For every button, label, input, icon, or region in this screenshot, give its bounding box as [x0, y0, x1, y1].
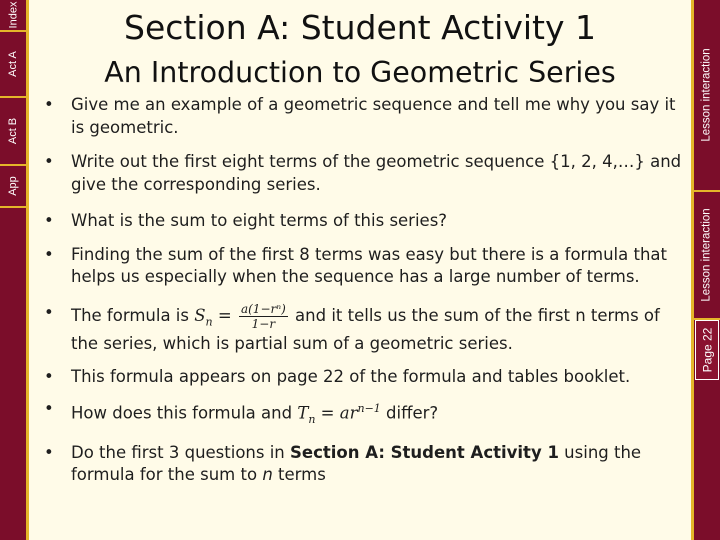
- formula-intro: The formula is: [71, 305, 195, 325]
- bullet-item: [44, 244, 684, 289]
- bullet-text-first-eight-terms: Write out the first eight terms of the geometric sequence {1, 2, 4,…} and give the corresponding series.: [71, 152, 682, 194]
- bullet-item: [44, 210, 684, 233]
- page-subtitle: An Introduction to Geometric Series: [104, 56, 616, 89]
- tn-subscript: n: [308, 413, 316, 427]
- nav-tab-index-label: Index: [7, 1, 20, 29]
- bullet-item: [44, 398, 684, 431]
- formula-fraction: [239, 302, 288, 331]
- bullet-text-finding-sum: Finding the sum of the first 8 terms was easy but there is a formula that helps us especially when the sequence has a large number of terms.: [71, 244, 668, 286]
- page-title: Section A: Student Activity 1: [124, 8, 596, 47]
- tn-intro: How does this formula and: [71, 403, 298, 423]
- activity-intro: Do the first 3 questions in: [71, 442, 291, 462]
- nav-tab-act-a-label: Act A: [7, 51, 19, 77]
- formula-equals: =: [212, 305, 237, 325]
- nav-tab-act-b-label: Act B: [7, 117, 20, 145]
- formula-symbol: S: [194, 305, 206, 325]
- page-reference-label: Page 22: [700, 327, 714, 373]
- bullet-item: [44, 151, 684, 196]
- lesson-interaction-tab-1: [694, 0, 720, 192]
- bullet-item: [44, 302, 684, 356]
- tn-exponent: n−1: [357, 402, 381, 416]
- nav-tab-act-a[interactable]: [0, 32, 26, 98]
- activity-middle: using the formula for the sum to: [71, 442, 642, 485]
- lesson-interaction-tab-2: [694, 192, 720, 320]
- page-reference-tab[interactable]: [695, 320, 719, 380]
- formula-denominator: 1−r: [251, 316, 276, 331]
- left-sidebar-divider: [26, 0, 29, 540]
- nav-tab-app-label: App: [6, 176, 19, 196]
- bullet-list: [44, 94, 684, 487]
- activity-n: n: [262, 465, 273, 485]
- lesson-interaction-label-2: Lesson interaction: [701, 208, 713, 302]
- activity-end: terms: [272, 465, 326, 485]
- bullet-item: [44, 94, 684, 139]
- nav-tab-index[interactable]: [0, 0, 26, 32]
- lesson-interaction-label-1: Lesson interaction: [701, 48, 713, 142]
- tn-base: ar: [339, 403, 358, 423]
- bullet-text-formula-booklet: This formula appears on page 22 of the formula and tables booklet.: [71, 366, 631, 386]
- formula-subscript: n: [205, 314, 213, 328]
- bullet-item: [44, 366, 684, 389]
- formula-explanation: and it tells us the sum of the first n terms of the series, which is partial sum of a geometric series.: [71, 305, 660, 354]
- bullet-text-example: Give me an example of a geometric sequence and tell me why you say it is geometric.: [71, 95, 676, 137]
- nav-tab-app[interactable]: [0, 166, 26, 208]
- tn-question: differ?: [380, 403, 439, 423]
- bullet-item: [44, 442, 684, 487]
- nav-tab-act-b[interactable]: [0, 98, 26, 166]
- formula-numerator: a(1−rⁿ): [240, 301, 286, 316]
- activity-name: Section A: Student Activity 1: [290, 442, 559, 462]
- tn-equals: =: [315, 403, 340, 423]
- bullet-text-sum-eight: What is the sum to eight terms of this series?: [71, 211, 448, 230]
- tn-symbol: T: [297, 403, 309, 423]
